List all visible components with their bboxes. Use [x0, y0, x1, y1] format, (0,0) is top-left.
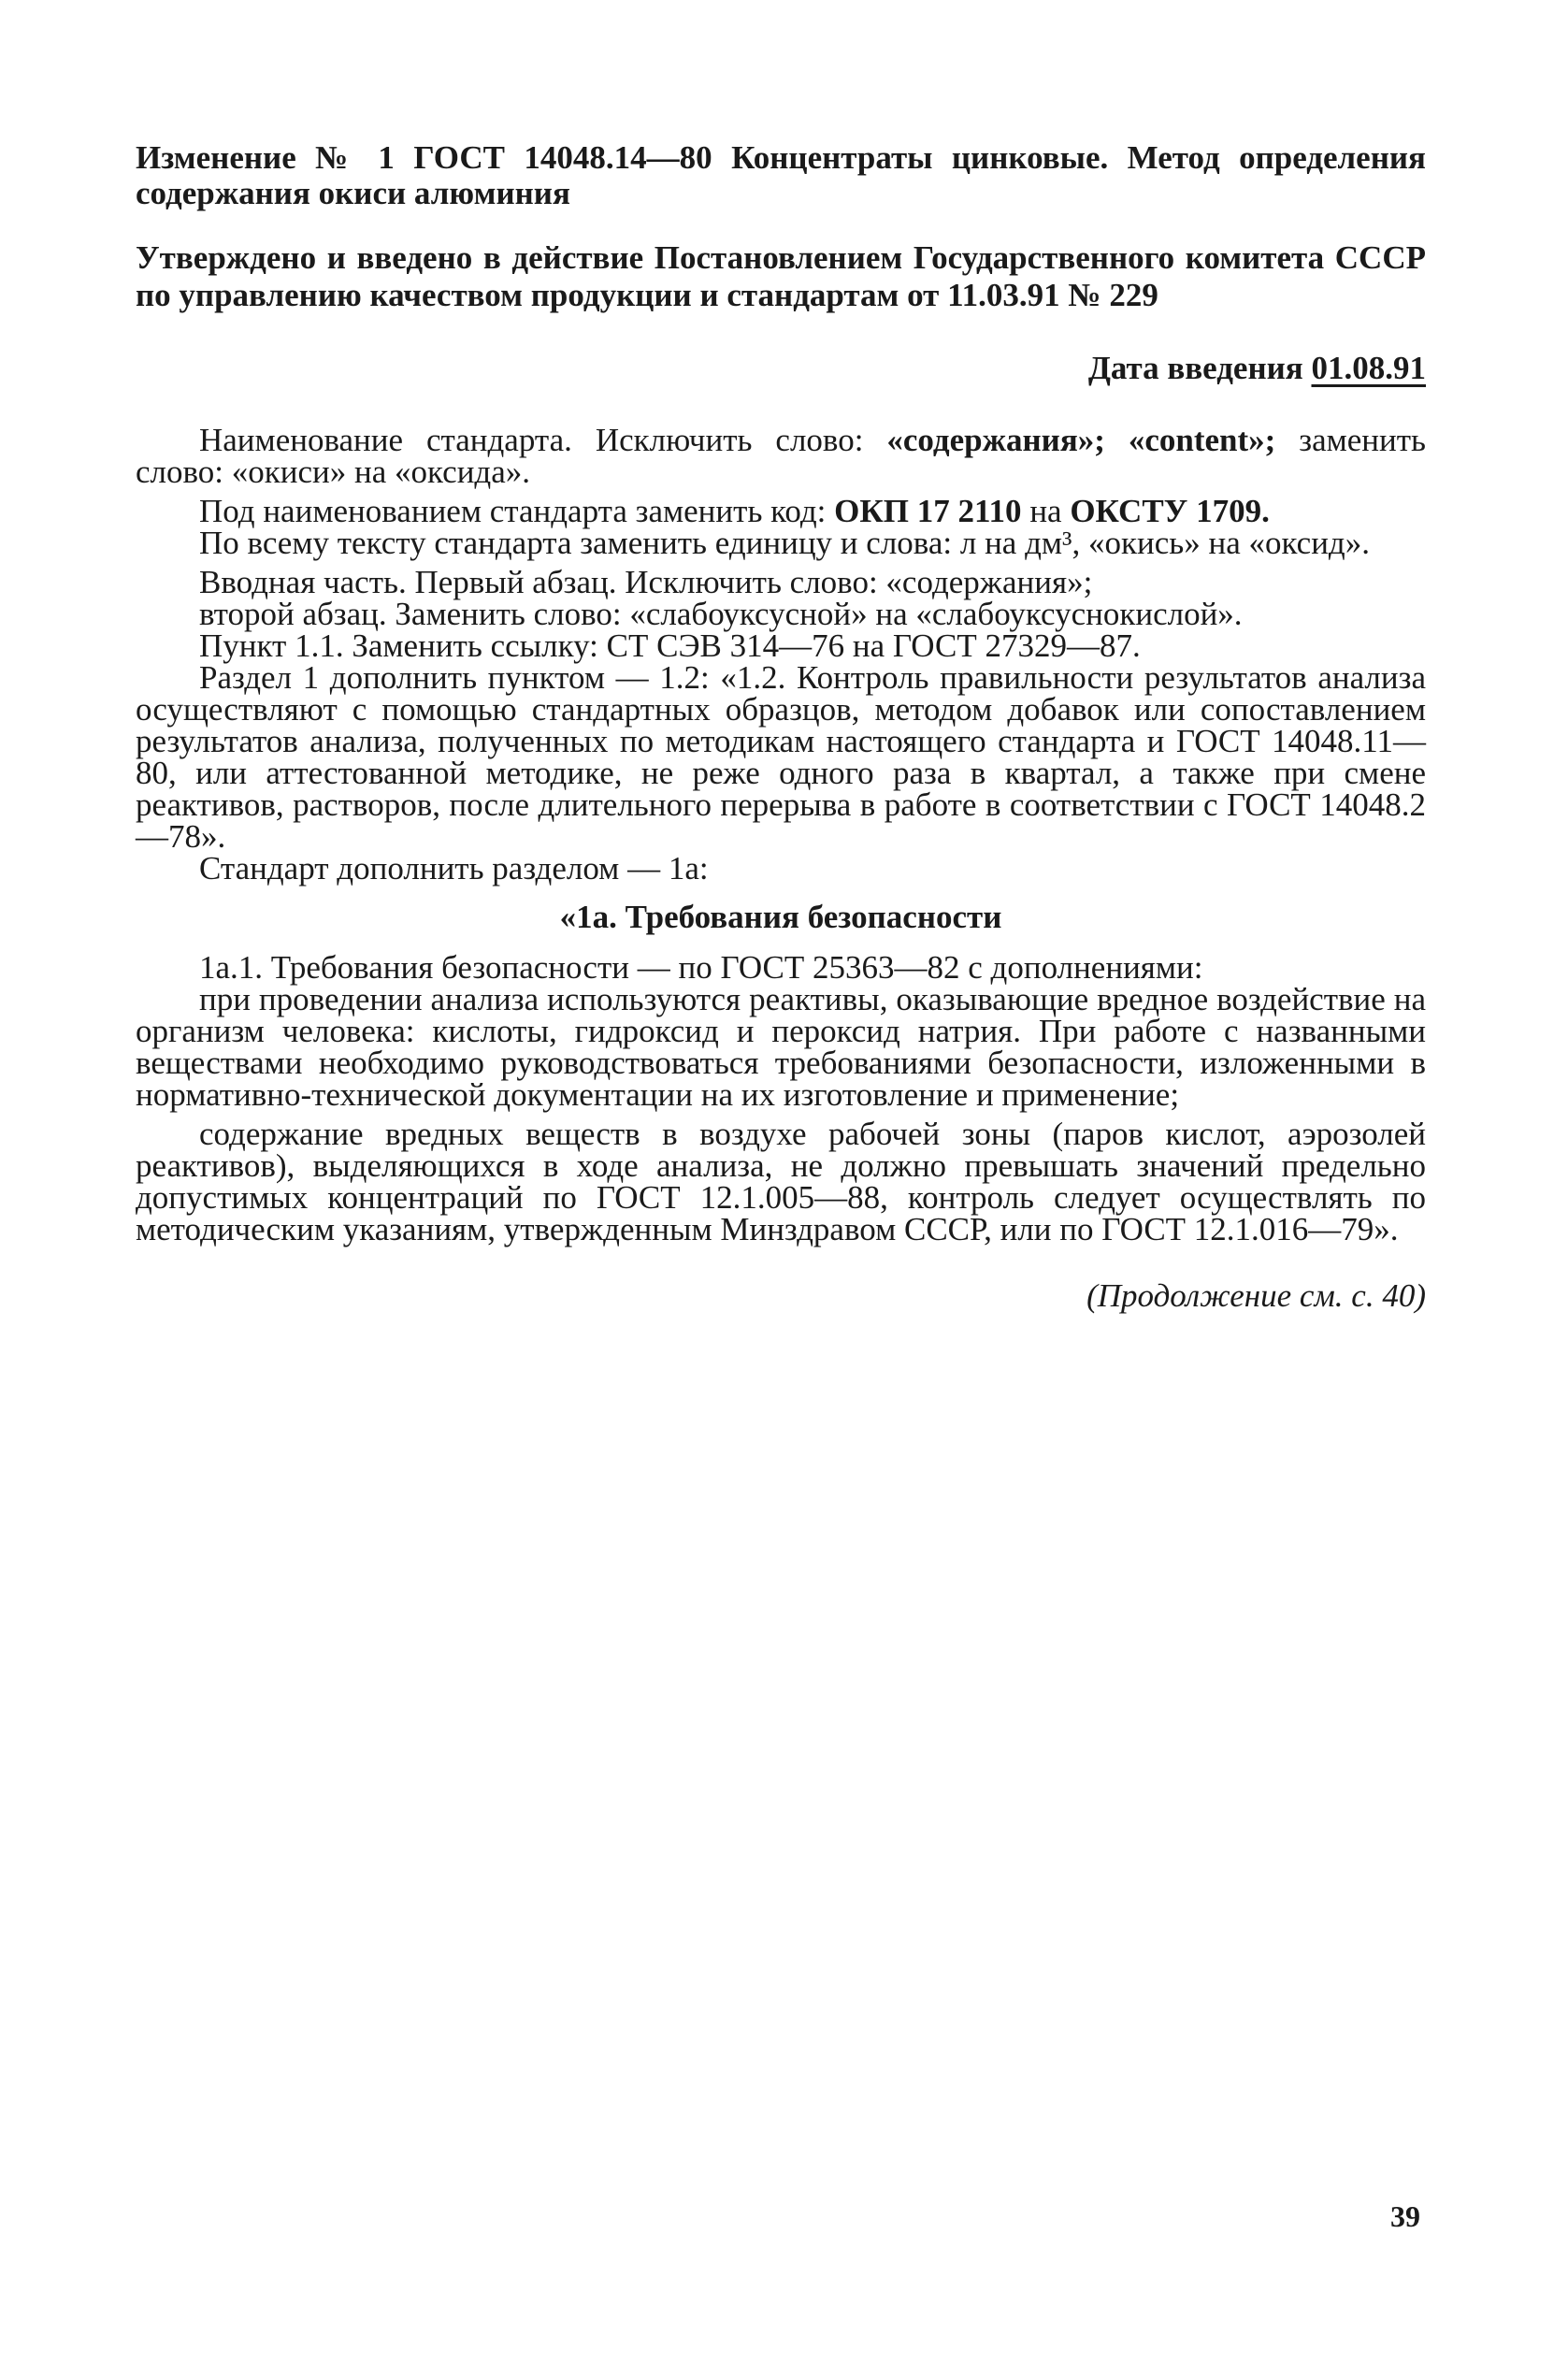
paragraph-clause-1-1: Пункт 1.1. Заменить ссылку: СТ СЭВ 314—76 на ГОСТ 27329—87. — [199, 627, 1141, 664]
paragraph-reagents: при проведении анализа используются реактивы, оказывающие вредное воздействие на организм человека: кислоты, гидроксид и пероксид натрия. При работе с названными веществами необходимо руководствоваться требованиями безопасности, изложенными в нормативно-технической документации на их изготовление и применение; — [136, 981, 1426, 1113]
paragraph-clause-1a-1: 1а.1. Требования безопасности — по ГОСТ 25363—82 с дополнениями: — [199, 949, 1203, 986]
paragraph-text: на — [1021, 493, 1071, 529]
paragraph-text: заменить слово: «окиси» на «оксида». — [136, 422, 1427, 490]
paragraph-air-content: содержание вредных веществ в воздухе рабочей зоны (паров кислот, аэрозолей реактивов), выделяющихся в ходе анализа, не должно превышать значений предельно допустимых концентраций по ГОСТ 12.1.005—88, контроль следует осуществлять по методическим указаниям, утвержденным Минздравом СССР, или по ГОСТ 12.1.016—79». — [136, 1116, 1426, 1247]
document-content — [136, 140, 1426, 1315]
paragraph-code — [136, 493, 1426, 529]
paragraph-units: По всему тексту стандарта заменить единицу и слова: л на дм³, «окись» на «оксид». — [199, 525, 1370, 561]
paragraph-bold-text: «содержания»; «content»; — [886, 422, 1276, 458]
amendment-body — [136, 422, 1427, 1247]
paragraph-text: Наименование стандарта. Исключить слово: — [199, 422, 887, 458]
section-title-safety: «1а. Требования безопасности — [559, 899, 1002, 935]
effective-date-value: 01.08.91 — [1311, 350, 1426, 386]
amendment-title: Изменение № 1 ГОСТ 14048.14—80 Концентраты цинковые. Метод определения содержания окиси алюминия — [136, 139, 1426, 211]
continuation-note: (Продолжение см. с. 40) — [1086, 1277, 1426, 1314]
paragraph-bold-text: ОКСТУ 1709. — [1070, 493, 1270, 529]
paragraph-intro: Вводная часть. Первый абзац. Исключить слово: «содержания»; — [199, 564, 1093, 600]
paragraph-bold-text: ОКП 17 2110 — [834, 493, 1022, 529]
paragraph-section-add: Стандарт дополнить разделом — 1а: — [199, 850, 709, 886]
paragraph-second-intro: второй абзац. Заменить слово: «слабоуксусной» на «слабоуксуснокислой». — [199, 596, 1243, 632]
approval-statement: Утверждено и введено в действие Постановлением Государственного комитета СССР по управлению качеством продукции и стандартам от 11.03.91 № 229 — [136, 239, 1426, 313]
page-number: 39 — [1390, 2199, 1420, 2233]
effective-date — [136, 350, 1426, 387]
effective-date-label: Дата введения — [1087, 350, 1303, 386]
paragraph-text: Под наименованием стандарта заменить код: — [199, 493, 835, 529]
paragraph-clause-1-2: Раздел 1 дополнить пунктом — 1.2: «1.2. Контроль правильности результатов анализа осуществляют с помощью стандартных образцов, методом добавок или сопоставлением результатов анализа, полученных по методикам настоящего стандарта и ГОСТ 14048.11—80, или аттестованной методике, не реже одного раза в квартал, а также при смене реактивов, растворов, после длительного перерыва в работе в соответствии с ГОСТ 14048.2—78». — [136, 659, 1426, 855]
paragraph-standard-name — [136, 422, 1427, 490]
